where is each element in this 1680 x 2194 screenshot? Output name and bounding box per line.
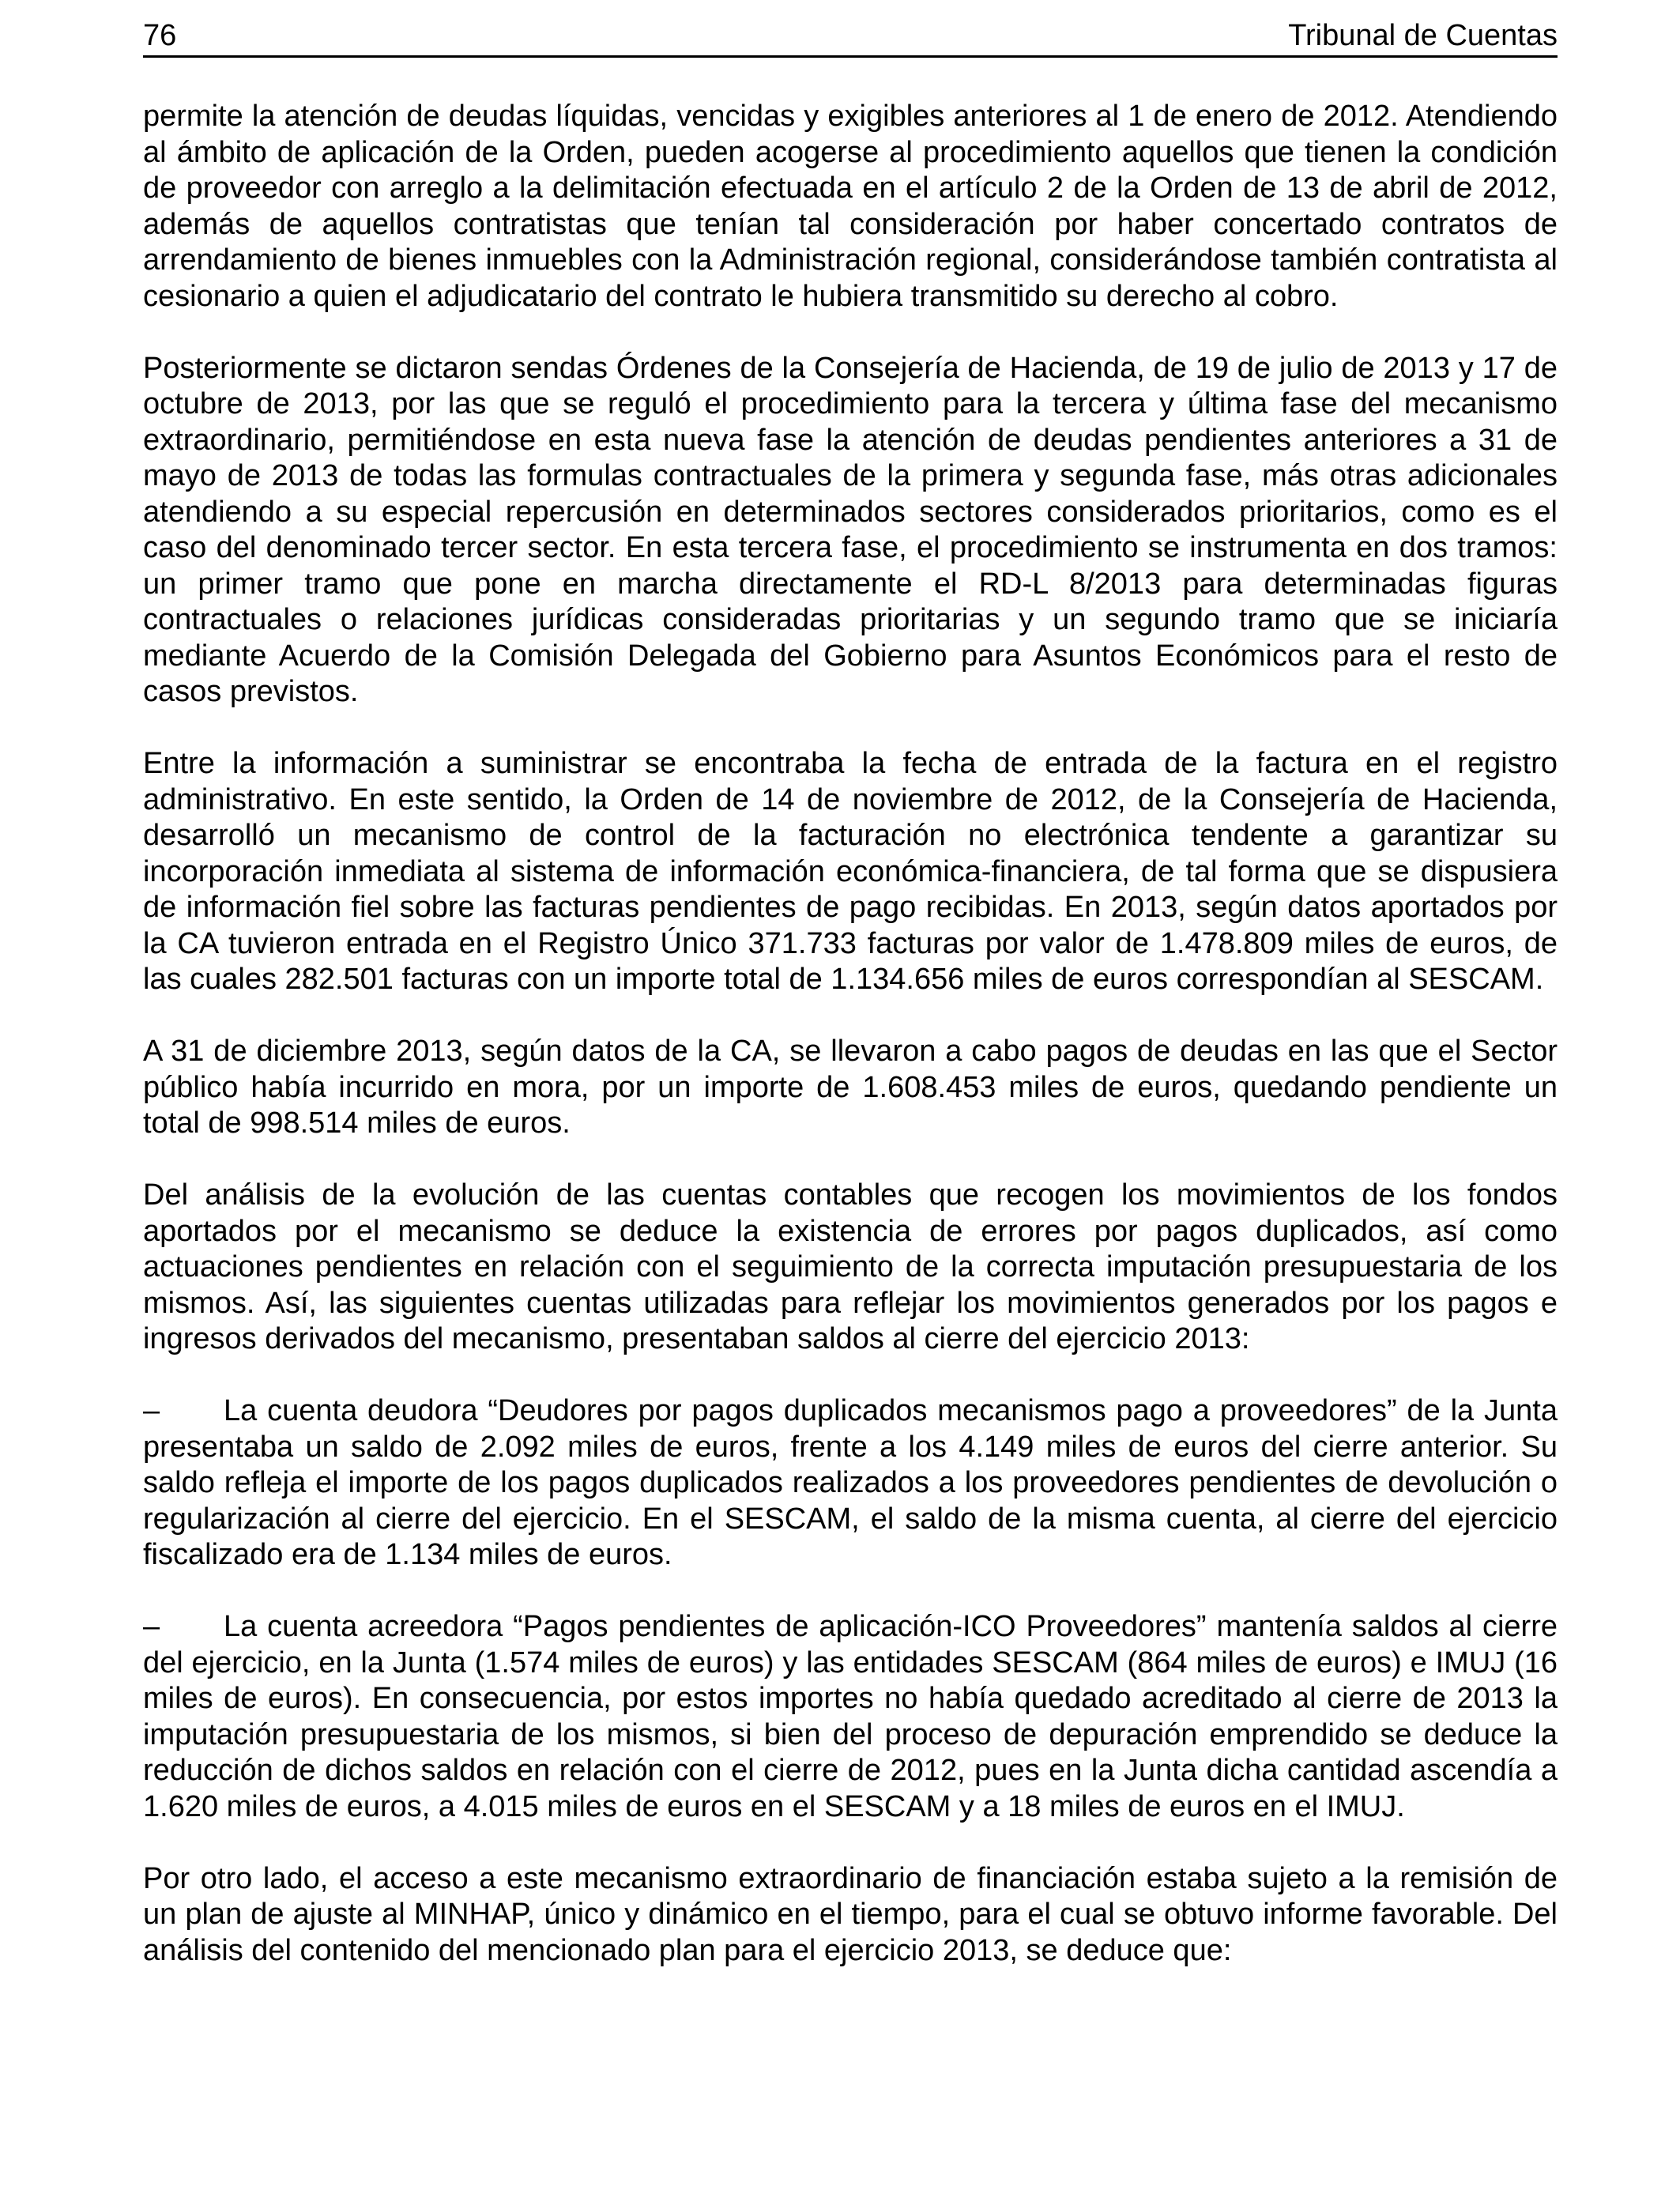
paragraph: permite la atención de deudas líquidas, vencidas y exigibles anteriores al 1 de enero de 2012. Atendiendo al ámbito de aplicación de la Orden, pueden acogerse al procedimiento aquellos que tienen la condición de proveedor con arreglo a la delimitación efectuada en el artículo 2 de la Orden de 13 de abril de 2012, además de aquellos contratistas que tenían tal consideración por haber concertado contratos de arrendamiento de bienes inmuebles con la Administración regional, considerándose también contratista al cesionario a quien el adjudicatario del contrato le hubiera transmitido su derecho al cobro. bbox=[143, 100, 1558, 313]
dash-marker: – bbox=[143, 1610, 160, 1643]
document-body bbox=[143, 99, 1558, 2005]
bullet-item bbox=[143, 1393, 1558, 1574]
bullet-item bbox=[143, 1609, 1558, 1825]
paragraph: Por otro lado, el acceso a este mecanismo extraordinario de financiación estaba sujeto a la remisión de un plan de ajuste al MINHAP, único y dinámico en el tiempo, para el cual se obtuvo informe favorable. Del análisis del contenido del mencionado plan para el ejercicio 2013, se deduce que: bbox=[143, 1861, 1558, 1967]
dash-marker: – bbox=[143, 1394, 160, 1427]
bullet-text: La cuenta acreedora “Pagos pendientes de aplicación-ICO Proveedores” mantenía saldos al cierre del ejercicio, en la Junta (1.574 miles de euros) y las entidades SESCAM (864 miles de euros) e IMUJ (16 miles de euros). En consecuencia, por estos importes no había quedado acreditado al cierre de 2013 la imputación presupuestaria de los mismos, si bien del proceso de depuración emprendido se deduce la reducción de dichos saldos en relación con el cierre de 2012, pues en la Junta dicha cantidad ascendía a 1.620 miles de euros, a 4.015 miles de euros en el SESCAM y a 18 miles de euros en el IMUJ. bbox=[143, 1610, 1558, 1823]
bullet-text: La cuenta deudora “Deudores por pagos duplicados mecanismos pago a proveedores” de la Junta presentaba un saldo de 2.092 miles de euros, frente a los 4.149 miles de euros del cierre anterior. Su saldo refleja el importe de los pagos duplicados realizados a los proveedores pendientes de devolución o regularización al cierre del ejercicio. En el SESCAM, el saldo de la misma cuenta, al cierre del ejercicio fiscalizado era de 1.134 miles de euros. bbox=[143, 1394, 1558, 1571]
paragraph: A 31 de diciembre 2013, según datos de la CA, se llevaron a cabo pagos de deudas en las que el Sector público había incurrido en mora, por un importe de 1.608.453 miles de euros, quedando pendiente un total de 998.514 miles de euros. bbox=[143, 1035, 1558, 1140]
paragraph: Del análisis de la evolución de las cuentas contables que recogen los movimientos de los fondos aportados por el mecanismo se deduce la existencia de errores por pagos duplicados, así como actuaciones pendientes en relación con el seguimiento de la correcta imputación presupuestaria de los mismos. Así, las siguientes cuentas utilizadas para reflejar los movimientos generados por los pagos e ingresos derivados del mecanismo, presentaban saldos al cierre del ejercicio 2013: bbox=[143, 1178, 1558, 1355]
page-header bbox=[143, 14, 1558, 58]
running-title: Tribunal de Cuentas bbox=[1288, 19, 1558, 52]
paragraph: Entre la información a suministrar se encontraba la fecha de entrada de la factura en el registro administrativo. En este sentido, la Orden de 14 de noviembre de 2012, de la Consejería de Hacienda, desarrolló un mecanismo de control de la facturación no electrónica tendente a garantizar su incorporación inmediata al sistema de información económica-financiera, de tal forma que se dispusiera de información fiel sobre las facturas pendientes de pago recibidas. En 2013, según datos aportados por la CA tuvieron entrada en el Registro Único 371.733 facturas por valor de 1.478.809 miles de euros, de las cuales 282.501 facturas con un importe total de 1.134.656 miles de euros correspondían al SESCAM. bbox=[143, 747, 1558, 996]
paragraph: Posteriormente se dictaron sendas Órdenes de la Consejería de Hacienda, de 19 de julio de 2013 y 17 de octubre de 2013, por las que se reguló el procedimiento para la tercera y última fase del mecanismo extraordinario, permitiéndose en esta nueva fase la atención de deudas pendientes anteriores a 31 de mayo de 2013 de todas las formulas contractuales de la primera y segunda fase, más otras adicionales atendiendo a su especial repercusión en determinados sectores considerados prioritarios, como es el caso del denominado tercer sector. En esta tercera fase, el procedimiento se instrumenta en dos tramos: un primer tramo que pone en marcha directamente el RD-L 8/2013 para determinadas figuras contractuales o relaciones jurídicas consideradas prioritarias y un segundo tramo que se iniciaría mediante Acuerdo de la Comisión Delegada del Gobierno para Asuntos Económicos para el resto de casos previstos. bbox=[143, 351, 1558, 708]
page-number: 76 bbox=[143, 19, 177, 52]
